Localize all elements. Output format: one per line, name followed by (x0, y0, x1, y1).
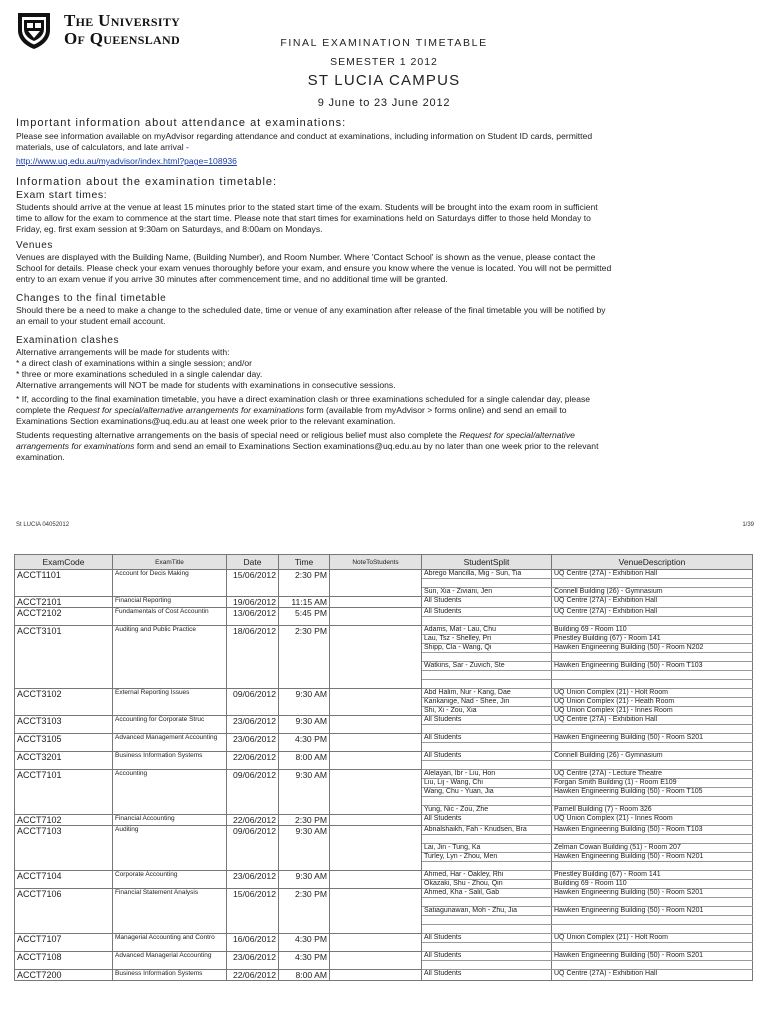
venue-description (552, 653, 753, 662)
start-times-heading: Exam start times: (16, 189, 108, 201)
table-row (15, 734, 753, 743)
student-split: Sun, Xia - Ziviani, Jen (422, 588, 552, 597)
venue-description (552, 862, 753, 871)
exam-time: 2:30 PM (279, 626, 330, 689)
timetable-info-heading: Information about the examination timetable: (16, 176, 278, 188)
timetable-body (15, 570, 753, 981)
student-split (422, 671, 552, 680)
date-range: 9 June to 23 June 2012 (317, 97, 451, 109)
myadvisor-link[interactable]: http://www.uq.edu.au/myadvisor/index.html?page=108936 (16, 156, 237, 166)
exam-title: Fundamentals of Cost Accountin (113, 608, 227, 626)
venue-description: Priestley Building (67) - Room 141 (552, 635, 753, 644)
venue-description (552, 725, 753, 734)
exam-note (330, 815, 422, 826)
student-split: All Students (422, 970, 552, 981)
exam-date: 22/06/2012 (227, 970, 279, 981)
col-header-studentsplit: StudentSplit (422, 555, 552, 570)
student-split (422, 835, 552, 844)
venue-description (552, 961, 753, 970)
venue-description: UQ Union Complex (21) - Innes Room (552, 815, 753, 826)
start-times-text: Students should arrive at the venue at least 15 minutes prior to the stated start time of the exam. Students will be brought into the exam room in sufficient time to allow for the exam to commence at the start time. Please note that start times for examinations held on Saturdays differ to those held Monday to Friday, eg. first exam session at 9:30am on Saturdays, and 8:00am on Mondays. (16, 202, 598, 234)
semester-label: SEMESTER 1 2012 (330, 56, 438, 68)
exam-title: Auditing (113, 826, 227, 871)
exam-date: 23/06/2012 (227, 871, 279, 889)
information-section (16, 112, 744, 463)
exam-code: ACCT7106 (15, 889, 113, 934)
student-split: Abd Halim, Nur - Kang, Dae (422, 689, 552, 698)
venue-description: Parnell Building (7) - Room 326 (552, 806, 753, 815)
exam-title: Managerial Accounting and Contro (113, 934, 227, 952)
col-header-date: Date (227, 555, 279, 570)
venue-description (552, 835, 753, 844)
exam-note (330, 689, 422, 716)
venue-description: UQ Centre (27A) - Exhibition Hall (552, 970, 753, 981)
student-split (422, 680, 552, 689)
exam-time: 4:30 PM (279, 934, 330, 952)
exam-title: Financial Reporting (113, 597, 227, 608)
table-row (15, 716, 753, 725)
venue-description: Building 69 - Room 110 (552, 880, 753, 889)
exam-title: Account for Decis Making (113, 570, 227, 597)
exam-date: 22/06/2012 (227, 752, 279, 770)
venue-description: Hawken Engineering Building (50) - Room T103 (552, 662, 753, 671)
exam-time: 8:00 AM (279, 970, 330, 981)
exam-title: Advanced Managerial Accounting (113, 952, 227, 970)
venue-description (552, 579, 753, 588)
clashes-text: Alternative arrangements will be made for students with: * a direct clash of examinations within a single session; and/or * three or more examinations scheduled in a single calendar day. Alternative arrangements will NOT be made for students with examinations in consecutive sessions. (16, 347, 396, 390)
exam-date: 15/06/2012 (227, 889, 279, 934)
exam-code: ACCT7108 (15, 952, 113, 970)
venue-description (552, 925, 753, 934)
exam-code: ACCT2102 (15, 608, 113, 626)
table-row (15, 608, 753, 617)
student-split (422, 797, 552, 806)
venue-description: Hawken Engineering Building (50) - Room N202 (552, 644, 753, 653)
table-row (15, 570, 753, 579)
student-split (422, 961, 552, 970)
exam-date: 23/06/2012 (227, 734, 279, 752)
table-row (15, 770, 753, 779)
exam-date: 09/06/2012 (227, 689, 279, 716)
clashes-heading: Examination clashes (16, 335, 120, 346)
col-header-examcode: ExamCode (15, 555, 113, 570)
exam-note (330, 626, 422, 689)
venue-description: Hawken Engineering Building (50) - Room N201 (552, 907, 753, 916)
exam-code: ACCT2101 (15, 597, 113, 608)
venues-heading: Venues (16, 240, 53, 251)
exam-note (330, 952, 422, 970)
exam-title: Accounting for Corporate Struc (113, 716, 227, 734)
student-split (422, 925, 552, 934)
table-header-row (15, 555, 753, 570)
student-split: Watkins, Sar - Zuvich, Ste (422, 662, 552, 671)
exam-time: 9:30 AM (279, 871, 330, 889)
venue-description: Hawken Engineering Building (50) - Room S201 (552, 734, 753, 743)
table-row (15, 597, 753, 608)
exam-title: Corporate Accounting (113, 871, 227, 889)
student-split: Satiagunawan, Moh - Zhu, Jia (422, 907, 552, 916)
student-split: Liu, Lij - Wang, Chi (422, 779, 552, 788)
student-split (422, 916, 552, 925)
table-row (15, 815, 753, 826)
venue-description: UQ Centre (27A) - Exhibition Hall (552, 597, 753, 608)
venue-description: UQ Union Complex (21) - Holt Room (552, 934, 753, 943)
venue-description: Zelman Cowan Building (51) - Room 207 (552, 844, 753, 853)
exam-title: External Reporting Issues (113, 689, 227, 716)
table-row (15, 970, 753, 981)
exam-date: 13/06/2012 (227, 608, 279, 626)
venue-description: UQ Union Complex (21) - Innes Room (552, 707, 753, 716)
venue-description: Building 69 - Room 110 (552, 626, 753, 635)
table-row (15, 826, 753, 835)
student-split (422, 725, 552, 734)
exam-time: 2:30 PM (279, 889, 330, 934)
venue-description: Hawken Engineering Building (50) - Room N201 (552, 853, 753, 862)
student-split: Abrego Mancilla, Mig - Sun, Tia (422, 570, 552, 579)
venue-description: Forgan Smith Building (1) - Room E109 (552, 779, 753, 788)
student-split: Lau, Tsz - Shelley, Pri (422, 635, 552, 644)
exam-time: 8:00 AM (279, 752, 330, 770)
exam-note (330, 597, 422, 608)
venue-description (552, 671, 753, 680)
col-header-time: Time (279, 555, 330, 570)
venue-description: UQ Centre (27A) - Exhibition Hall (552, 608, 753, 617)
venue-description: UQ Union Complex (21) - Holt Room (552, 689, 753, 698)
student-split: Okazaki, Shu - Zhou, Qin (422, 880, 552, 889)
venue-description: UQ Union Complex (21) - Heath Room (552, 698, 753, 707)
exam-note (330, 608, 422, 626)
myadvisor-link-line (16, 156, 744, 167)
venue-description: UQ Centre (27A) - Exhibition Hall (552, 570, 753, 579)
exam-date: 23/06/2012 (227, 716, 279, 734)
venue-description (552, 916, 753, 925)
exam-date: 18/06/2012 (227, 626, 279, 689)
student-split: All Students (422, 716, 552, 725)
exam-title: Advanced Management Accounting (113, 734, 227, 752)
venues-text: Venues are displayed with the Building Name, (Building Number), and Room Number. Where 'Contact School' is shown as the venue, please contact the School for details. Please check your exam venues thoroughly before your exam, and ensure you know where the venue is located. You will not be permitted entry to an exam venue if you arrive 30 minutes after commencement time, and no additional time will be granted. (16, 252, 612, 284)
exam-title: Accounting (113, 770, 227, 815)
campus-title: ST LUCIA CAMPUS (307, 72, 461, 89)
venue-description: Hawken Engineering Building (50) - Room S201 (552, 952, 753, 961)
student-split: All Students (422, 934, 552, 943)
exam-time: 9:30 AM (279, 826, 330, 871)
special-request-text: Students requesting alternative arrangements on the basis of special need or religious belief must also complete the Request for special/alternative arrangements for examinations form and send an email to Examinations Section examinations@uq.edu.au by no later than one week prior to the relevant examination. (16, 430, 599, 462)
venue-description (552, 617, 753, 626)
exam-title: Business Information Systems (113, 970, 227, 981)
venue-description: Hawken Engineering Building (50) - Room T103 (552, 826, 753, 835)
exam-note (330, 570, 422, 597)
exam-code: ACCT3201 (15, 752, 113, 770)
exam-time: 2:30 PM (279, 570, 330, 597)
exam-date: 15/06/2012 (227, 570, 279, 597)
exam-code: ACCT3102 (15, 689, 113, 716)
exam-note (330, 871, 422, 889)
venue-description (552, 743, 753, 752)
student-split: All Students (422, 815, 552, 826)
venue-description (552, 943, 753, 952)
student-split (422, 862, 552, 871)
exam-time: 2:30 PM (279, 815, 330, 826)
student-split (422, 579, 552, 588)
exam-time: 9:30 AM (279, 716, 330, 734)
student-split: Shipp, Cla - Wang, Qi (422, 644, 552, 653)
student-split: All Students (422, 608, 552, 617)
footer-document-code: St LUCIA 04052012 (16, 522, 70, 528)
timetable-title: FINAL EXAMINATION TIMETABLE (280, 37, 488, 49)
student-split: All Students (422, 597, 552, 608)
col-header-venuedescription: VenueDescription (552, 555, 753, 570)
exam-title: Business Information Systems (113, 752, 227, 770)
exam-time: 5:45 PM (279, 608, 330, 626)
student-split: Shi, Xi - Zou, Xia (422, 707, 552, 716)
table-row (15, 752, 753, 761)
student-split: Abnalshaikh, Fah - Knudsen, Bra (422, 826, 552, 835)
student-split: Ahmed, Har - Oakley, Rhi (422, 871, 552, 880)
student-split: Adams, Mat - Lau, Chu (422, 626, 552, 635)
student-split: Alelayan, Ibr - Liu, Hon (422, 770, 552, 779)
table-row (15, 889, 753, 898)
exam-date: 09/06/2012 (227, 770, 279, 815)
exam-date: 23/06/2012 (227, 952, 279, 970)
student-split (422, 743, 552, 752)
exam-date: 09/06/2012 (227, 826, 279, 871)
table-row (15, 934, 753, 943)
student-split: All Students (422, 734, 552, 743)
student-split: Turley, Lyn - Zhou, Men (422, 853, 552, 862)
student-split (422, 943, 552, 952)
attendance-text: Please see information available on myAdvisor regarding attendance and conduct at examinations, including information on Student ID cards, permitted materials, use of calculators, and late arrival - (16, 131, 593, 152)
exam-code: ACCT1101 (15, 570, 113, 597)
col-header-examtitle: ExamTitle (113, 555, 227, 570)
attendance-heading: Important information about attendance at examinations: (16, 117, 347, 129)
venue-description: Hawken Engineering Building (50) - Room S201 (552, 889, 753, 898)
exam-code: ACCT7101 (15, 770, 113, 815)
exam-code: ACCT7200 (15, 970, 113, 981)
exam-note (330, 826, 422, 871)
exam-time: 4:30 PM (279, 952, 330, 970)
exam-code: ACCT3101 (15, 626, 113, 689)
exam-code: ACCT3105 (15, 734, 113, 752)
student-split (422, 617, 552, 626)
university-name: The University Of Queensland (64, 11, 181, 48)
table-row (15, 689, 753, 698)
student-split: Yung, Nic - Zou, Zhe (422, 806, 552, 815)
student-split (422, 653, 552, 662)
venue-description: Priestley Building (67) - Room 141 (552, 871, 753, 880)
exam-time: 4:30 PM (279, 734, 330, 752)
venue-description (552, 898, 753, 907)
exam-time: 9:30 AM (279, 770, 330, 815)
exam-note (330, 770, 422, 815)
exam-code: ACCT7107 (15, 934, 113, 952)
student-split: All Students (422, 752, 552, 761)
venue-description: Connell Building (26) - Gymnasium (552, 588, 753, 597)
exam-date: 19/06/2012 (227, 597, 279, 608)
student-split (422, 898, 552, 907)
exam-timetable (14, 554, 753, 981)
exam-title: Auditing and Public Practice (113, 626, 227, 689)
exam-note (330, 970, 422, 981)
venue-description (552, 680, 753, 689)
footer-page-number: 1/39 (742, 522, 754, 528)
clash-request-text: * If, according to the final examination timetable, you have a direct examination clash or three examinations scheduled for a single calendar day, please complete the Request for special/alternative arrangements for examinations form (available from myAdvisor > forms online) and send an email to Examinations Section examinations@uq.edu.au at least one week prior to the relevant examination. (16, 394, 591, 426)
venue-description (552, 761, 753, 770)
venue-description: Connell Building (26) - Gymnasium (552, 752, 753, 761)
exam-code: ACCT3103 (15, 716, 113, 734)
venue-description: UQ Centre (27A) - Lecture Theatre (552, 770, 753, 779)
venue-description: UQ Centre (27A) - Exhibition Hall (552, 716, 753, 725)
student-split: Wang, Chu - Yuan, Jia (422, 788, 552, 797)
exam-title: Financial Accounting (113, 815, 227, 826)
student-split: Kankanige, Nad - Shee, Jin (422, 698, 552, 707)
exam-time: 11:15 AM (279, 597, 330, 608)
exam-date: 16/06/2012 (227, 934, 279, 952)
exam-date: 22/06/2012 (227, 815, 279, 826)
exam-title: Financial Statement Analysis (113, 889, 227, 934)
exam-note (330, 752, 422, 770)
student-split: All Students (422, 952, 552, 961)
student-split: Ahmed, Kha - Salil, Gab (422, 889, 552, 898)
student-split (422, 761, 552, 770)
table-row (15, 871, 753, 880)
changes-text: Should there be a need to make a change to the scheduled date, time or venue of any examination after release of the final timetable you will be notified by an email to your student email account. (16, 305, 606, 326)
table-row (15, 626, 753, 635)
changes-heading: Changes to the final timetable (16, 293, 167, 304)
venue-description (552, 797, 753, 806)
venue-description: Hawken Engineering Building (50) - Room T105 (552, 788, 753, 797)
exam-code: ACCT7104 (15, 871, 113, 889)
col-header-notetostudents: NoteToStudents (330, 555, 422, 570)
exam-code: ACCT7103 (15, 826, 113, 871)
exam-note (330, 934, 422, 952)
exam-time: 9:30 AM (279, 689, 330, 716)
exam-note (330, 889, 422, 934)
student-split: Lai, Jin - Tung, Ka (422, 844, 552, 853)
table-row (15, 952, 753, 961)
exam-code: ACCT7102 (15, 815, 113, 826)
exam-note (330, 716, 422, 734)
exam-note (330, 734, 422, 752)
